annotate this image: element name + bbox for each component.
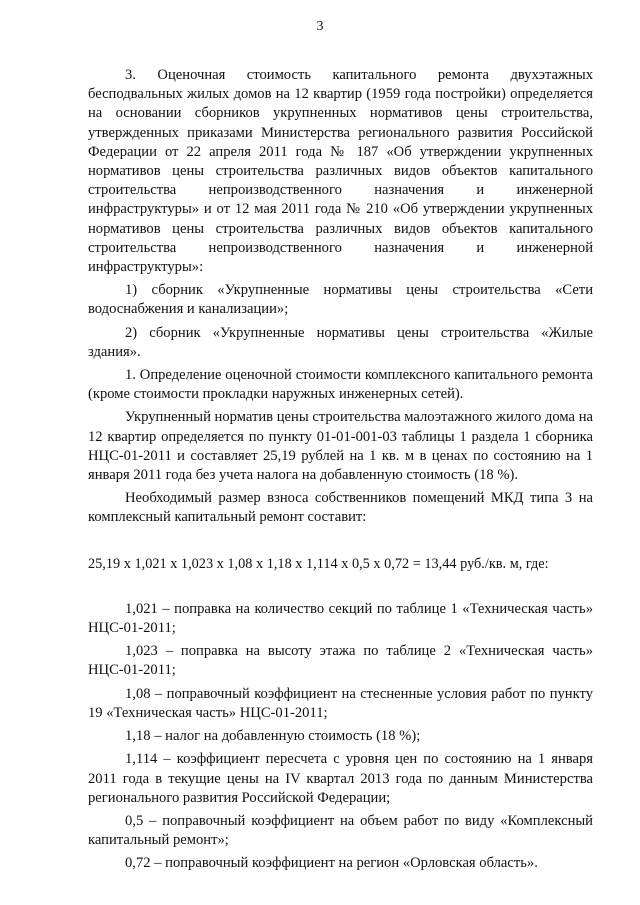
calculation-formula: 25,19 х 1,021 х 1,023 х 1,08 х 1,18 х 1,114 х 0,5 х 0,72 = 13,44 руб./кв. м, где:	[88, 555, 549, 572]
page-number: 3	[316, 19, 324, 34]
coefficient-floor-height: 1,023 – поправка на высоту этажа по таблице 2 «Техническая часть» НЦС-01-2011;	[88, 643, 593, 679]
coefficient-vat: 1,18 – налог на добавленную стоимость (18 %);	[125, 728, 421, 745]
paragraph-contribution-intro: Необходимый размер взноса собственников помещений МКД типа 3 на комплексный капитальный ремонт составит:	[88, 490, 593, 526]
paragraph-section-1-heading: 1. Определение оценочной стоимости комплексного капитального ремонта (кроме стоимости прокладки наружных инженерных сетей).	[88, 367, 593, 403]
list-item-residential-buildings: 2) сборник «Укрупненные нормативы цены строительства «Жилые здания».	[88, 324, 593, 360]
paragraph-norm-price: Укрупненный норматив цены строительства малоэтажного жилого дома на 12 квартир определяется по пункту 01-01-001-03 таблицы 1 раздела 1 сборника НЦС-01-2011 и составляет 25,19 рублей на 1 кв. м в ценах по состоянию на 1 января 2011 года без учета налога на добавленную стоимость (18 %).	[88, 409, 593, 484]
coefficient-work-volume: 0,5 – поправочный коэффициент на объем работ по виду «Комплексный капитальный ремонт»;	[88, 812, 593, 849]
coefficient-sections: 1,021 – поправка на количество секций по таблице 1 «Техническая часть» НЦС-01-2011;	[88, 600, 593, 637]
paragraph-estimate-basis: 3. Оценочная стоимость капитального ремонта двухэтажных бесподвальных жилых домов на 12 квартир (1959 года постройки) определяется на основании сборников укрупненных нормативов цены строительства, утвержденных приказами Министерства регионального развития Российской Федерации от 22 апреля 2011 года № 187 «Об утверждении укрупненных нормативов цены строительства различных видов объектов капитального строительства непроизводственного назначения и инженерной инфраструктуры» и от 12 мая 2011 года № 210 «Об утверждении укрупненных нормативов цены строительства различных видов объектов капитального строительства непроизводственного назначения и инженерной инфраструктуры»:	[88, 67, 593, 276]
document-body	[88, 66, 593, 874]
coefficient-constrained-conditions: 1,08 – поправочный коэффициент на стесненные условия работ по пункту 19 «Техническая часть» НЦС-01-2011;	[88, 685, 593, 721]
coefficient-region: 0,72 – поправочный коэффициент на регион «Орловская область».	[125, 855, 538, 872]
coefficient-price-index: 1,114 – коэффициент пересчета с уровня цен по состоянию на 1 января 2011 года в текущие цены на IV квартал 2013 года по данным Министерства регионального развития Российской Федерации;	[88, 751, 593, 806]
list-item-water-supply: 1) сборник «Укрупненные нормативы цены строительства «Сети водоснабжения и канализации»;	[88, 282, 593, 318]
